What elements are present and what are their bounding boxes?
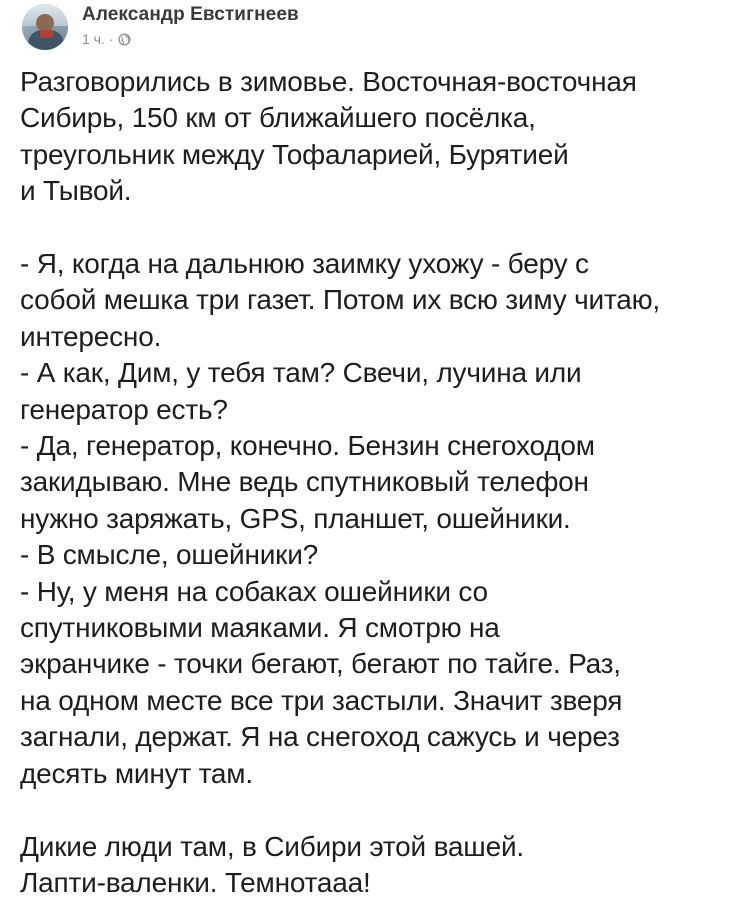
paragraph-conclusion	[20, 829, 720, 901]
text-line: Сибирь, 150 км от ближайшего посёлка,	[20, 100, 720, 136]
text-line: спутниковыми маяками. Я смотрю на	[20, 610, 720, 646]
paragraph-gap	[20, 792, 720, 828]
post-meta	[82, 4, 299, 47]
globe-icon[interactable]	[118, 33, 131, 46]
text-line: Дикие люди там, в Сибири этой вашей.	[20, 829, 720, 865]
text-line: - Ну, у меня на собаках ошейники со	[20, 574, 720, 610]
text-line: десять минут там.	[20, 756, 720, 792]
text-line: Лапти-валенки. Темнотааа!	[20, 865, 720, 901]
post-text	[20, 64, 720, 901]
text-line: - А как, Дим, у тебя там? Свечи, лучина или	[20, 355, 720, 391]
text-line: собой мешка три газет. Потом их всю зиму читаю,	[20, 282, 720, 318]
text-line: - В смысле, ошейники?	[20, 537, 720, 573]
paragraph-gap	[20, 210, 720, 246]
text-line: генератор есть?	[20, 392, 720, 428]
text-line: - Я, когда на дальнюю заимку ухожу - беру с	[20, 246, 720, 282]
text-line: Разговорились в зимовье. Восточная-восточная	[20, 64, 720, 100]
author-avatar[interactable]	[22, 4, 68, 50]
text-line: интересно.	[20, 319, 720, 355]
paragraph-dialogue	[20, 246, 720, 792]
paragraph-intro	[20, 64, 720, 210]
text-line: экранчике - точки бегают, бегают по тайге. Раз,	[20, 646, 720, 682]
text-line: на одном месте все три застыли. Значит зверя	[20, 683, 720, 719]
separator-dot: ·	[109, 31, 114, 47]
text-line: закидываю. Мне ведь спутниковый телефон	[20, 464, 720, 500]
post-timestamp[interactable]: 1 ч.	[82, 31, 105, 47]
text-line: загнали, держат. Я на снегоход сажусь и через	[20, 719, 720, 755]
text-line: треугольник между Тофаларией, Бурятией	[20, 137, 720, 173]
text-line: и Тывой.	[20, 173, 720, 209]
post-header	[22, 0, 299, 56]
text-line: нужно заряжать, GPS, планшет, ошейники.	[20, 501, 720, 537]
text-line: - Да, генератор, конечно. Бензин снегоходом	[20, 428, 720, 464]
post-subline	[82, 31, 299, 47]
author-name[interactable]: Александр Евстигнеев	[82, 4, 299, 26]
